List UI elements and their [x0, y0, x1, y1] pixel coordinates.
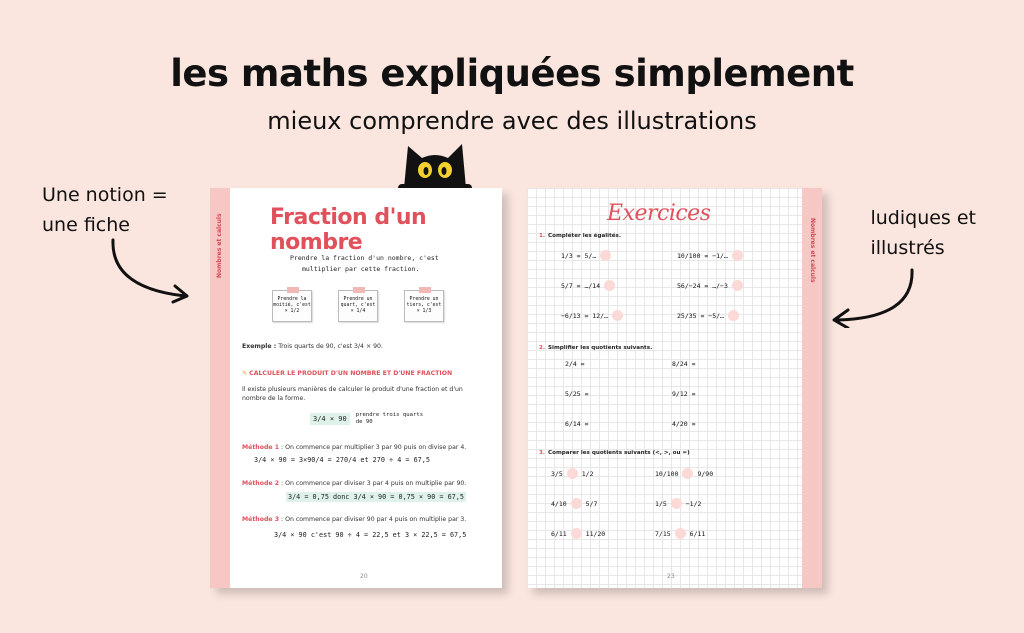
method-2-text [242, 480, 466, 489]
equation: 4/20 = [672, 420, 696, 428]
quotient: 11/20 [585, 529, 606, 538]
card-line: × 1/4 [350, 309, 366, 314]
comparison-dot [682, 468, 693, 479]
left-curved-arrow-icon [105, 236, 195, 304]
quotient: 3/5 [551, 469, 563, 478]
exercise-title: Compléter les égalités. [548, 233, 622, 239]
quotient: 7/15 [655, 529, 671, 538]
equation: 10/100 = −1/… [677, 251, 728, 260]
answer-dot [732, 250, 743, 261]
side-band-label: Nombres et calculs [809, 218, 816, 283]
equation: 6/14 = [565, 420, 589, 428]
subheadline: mieux comprendre avec des illustrations [267, 107, 757, 135]
exercise-number: 1. [539, 233, 546, 239]
note-left-line2: une fiche [42, 214, 130, 236]
note-left-line1: Une notion = [42, 184, 168, 206]
example-label: Exemple : [242, 343, 277, 350]
method-3-calc: 3/4 × 90 c'est 90 ÷ 4 = 22,5 et 3 × 22,5 = 67,5 [274, 531, 467, 539]
card-line: × 1/2 [284, 309, 300, 314]
quotient: 1/2 [581, 469, 594, 478]
exercise-3-item[interactable] [655, 468, 713, 479]
exercise-title: Comparer les quotients suivants (<, >, ou =) [548, 450, 690, 456]
exercise-1-item[interactable] [561, 280, 615, 291]
page-number: 20 [360, 573, 368, 580]
note-playful [870, 203, 976, 263]
equation: 2/4 = [565, 360, 585, 368]
exercise-1-heading [539, 233, 621, 239]
exercise-number: 2. [539, 345, 546, 351]
formula-note: prendre trois quarts de 90 [355, 412, 424, 425]
right-curved-arrow-icon [828, 266, 920, 328]
method-label: Méthode 2 [242, 480, 280, 487]
card-line: tiers, c'est [406, 303, 442, 308]
comparison-dot [675, 528, 686, 539]
exercise-3-item[interactable] [655, 498, 701, 509]
card-line: Prendre la [277, 297, 307, 302]
quotient: 6/11 [689, 529, 706, 538]
exercise-3-item[interactable] [551, 528, 605, 539]
intro-line-2: multiplier par cette fraction. [302, 265, 420, 273]
answer-dot [612, 310, 623, 321]
note-one-notion [42, 180, 168, 240]
exercise-3-item[interactable] [551, 498, 597, 509]
note-card-third [404, 290, 444, 322]
lesson-page [210, 188, 502, 588]
answer-dot [728, 310, 739, 321]
card-line: Prendre un [343, 297, 373, 302]
quotient: 4/10 [551, 499, 567, 508]
example-text: Trois quarts de 90, c'est 3/4 × 90. [278, 343, 383, 350]
card-line: moitié, c'est [273, 303, 311, 308]
quotient: 5/7 [585, 499, 598, 508]
intro-line-1: Prendre la fraction d'un nombre, c'est [290, 254, 439, 262]
equation: 5/7 = …/14 [561, 281, 601, 290]
exercise-number: 3. [539, 450, 546, 456]
note-right-line1: ludiques et [870, 207, 976, 229]
equation: 25/35 = −5/… [677, 311, 724, 320]
equation: 56/−24 = …/−3 [677, 281, 728, 290]
quotient: 9/90 [697, 469, 714, 478]
exercise-3-item[interactable] [655, 528, 705, 539]
exercise-3-heading [539, 450, 690, 456]
section-body: Il existe plusieurs manières de calculer le produit d'une fraction et d'un nombre de la forme. [242, 386, 463, 402]
method-desc: : On commence par diviser 3 par 4 puis on multiplie par 90. [281, 480, 467, 487]
exercises-title: Exercices [607, 201, 711, 226]
exercise-2-item[interactable] [672, 420, 695, 428]
card-line: × 1/3 [416, 309, 432, 314]
card-line: Prendre un [409, 297, 439, 302]
exercise-1-item[interactable] [677, 250, 743, 261]
method-3-text [242, 516, 466, 525]
quotient: 10/100 [655, 469, 679, 478]
section-title: CALCULER LE PRODUIT D'UN NOMBRE ET D'UNE FRACTION [249, 370, 453, 377]
note-card-half [272, 290, 312, 322]
side-band [802, 188, 822, 588]
equation: −6/13 = 12/… [561, 311, 608, 320]
quotient: −1/2 [685, 499, 702, 508]
answer-dot [600, 250, 611, 261]
exercise-title: Simplifier les quotients suivants. [548, 345, 653, 351]
page-number: 23 [667, 573, 675, 580]
exercise-2-heading [539, 345, 652, 351]
exercise-2-item[interactable] [672, 360, 695, 368]
comparison-dot [571, 498, 582, 509]
equation: 1/3 = 5/… [561, 251, 597, 260]
note-card-quarter [338, 290, 378, 322]
comparison-dot [571, 528, 582, 539]
section-heading [242, 370, 452, 377]
exercise-2-item[interactable] [565, 420, 588, 428]
equation: 5/25 = [565, 390, 589, 398]
exercise-1-item[interactable] [677, 310, 739, 321]
exercises-page [527, 188, 822, 588]
exercise-1-item[interactable] [561, 310, 623, 321]
answer-dot [604, 280, 615, 291]
headline: les maths expliquées simplement [170, 52, 854, 95]
pencil-icon: ✎ [242, 370, 248, 377]
equation: 8/24 = [672, 360, 696, 368]
exercise-1-item[interactable] [561, 250, 611, 261]
quotient: 6/11 [551, 529, 567, 538]
method-2-calc: 3/4 = 0,75 donc 3/4 × 90 = 0,75 × 90 = 67,5 [288, 493, 464, 501]
card-line: quart, c'est [340, 303, 376, 308]
comparison-dot [567, 468, 578, 479]
lesson-intro [290, 253, 439, 275]
exercise-3-item[interactable] [551, 468, 594, 479]
comparison-dot [671, 498, 682, 509]
equation: 9/12 = [672, 390, 696, 398]
exercise-2-item[interactable] [565, 390, 588, 398]
formula-block [310, 412, 426, 426]
method-desc: : On commence par multiplier 3 par 90 puis on divise par 4. [281, 444, 467, 451]
note-right-line2: illustrés [870, 237, 945, 259]
black-cat-illustration [398, 140, 472, 192]
lesson-title: Fraction d'un nombre [270, 205, 427, 255]
example-line [242, 343, 383, 352]
method-1-calc: 3/4 × 90 = 3×90/4 = 270/4 et 270 ÷ 4 = 67,5 [254, 456, 430, 464]
side-band-label: Nombres et calculs [216, 213, 223, 278]
exercise-1-item[interactable] [677, 280, 743, 291]
side-band [210, 188, 230, 588]
formula: 3/4 × 90 [310, 413, 350, 425]
method-desc: : On commence par diviser 90 par 4 puis on multiplie par 3. [281, 516, 467, 523]
method-label: Méthode 3 [242, 516, 280, 523]
answer-dot [732, 280, 743, 291]
exercise-2-item[interactable] [565, 360, 585, 368]
quotient: 1/5 [655, 499, 667, 508]
method-label: Méthode 1 [242, 444, 280, 451]
method-1-text [242, 444, 466, 453]
exercise-2-item[interactable] [672, 390, 695, 398]
